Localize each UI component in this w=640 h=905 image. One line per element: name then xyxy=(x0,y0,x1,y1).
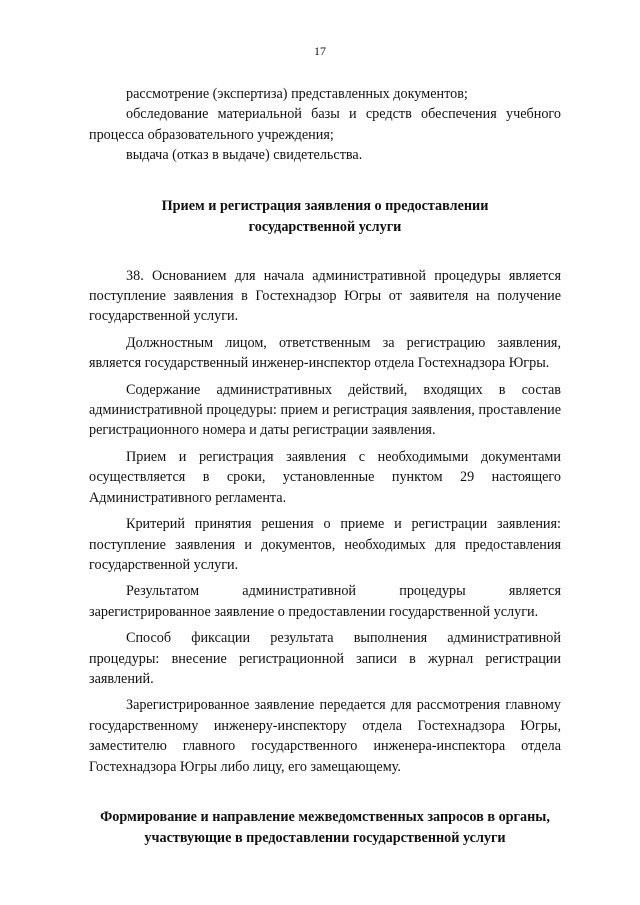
list-item: обследование материальной базы и средств обеспечения учебного процесса образовательного учреждения; xyxy=(89,106,561,143)
section-heading-interagency-requests xyxy=(79,807,571,849)
paragraph: Содержание административных действий, входящих в состав административной процедуры: прием и регистрация заявления, проставление регистрационного номера и даты регистрации заявления. xyxy=(89,381,561,439)
paragraph: Результатом административной процедуры является зарегистрированное заявление о предоставлении государственной услуги. xyxy=(89,583,561,620)
section-heading-registration xyxy=(89,196,561,238)
heading-line: государственной услуги xyxy=(248,218,402,235)
list-item: рассмотрение (экспертиза) представленных документов; xyxy=(126,86,468,102)
page-content xyxy=(89,84,561,849)
page-number: 17 xyxy=(314,44,326,58)
heading-line: участвующие в предоставлении государственной услуги xyxy=(144,829,506,846)
paragraph: Зарегистрированное заявление передается для рассмотрения главному государственному инженеру-инспектору отдела Гостехнадзора Югры, заместителю главного государственного инженера-инспектора отдела Гостехнадзора Югры либо лицу, его замещающему. xyxy=(89,697,561,775)
paragraph: Способ фиксации результата выполнения административной процедуры: внесение регистрационной записи в журнал регистрации заявлений. xyxy=(89,630,561,687)
heading-line: Формирование и направление межведомственных запросов в органы, xyxy=(100,808,550,825)
paragraph: Критерий принятия решения о приеме и регистрации заявления: поступление заявления и документов, необходимых для предоставления государственной услуги. xyxy=(89,516,561,573)
paragraph: 38. Основанием для начала административной процедуры является поступление заявления в Гостехнадзор Югры от заявителя на получение государственной услуги. xyxy=(89,267,561,325)
procedure-list xyxy=(89,84,561,166)
paragraph: Прием и регистрация заявления с необходимыми документами осуществляется в сроки, установленные пунктом 29 настоящего Административного регламента. xyxy=(89,448,561,506)
heading-line: Прием и регистрация заявления о предоставлении xyxy=(161,197,489,214)
list-item: выдача (отказ в выдаче) свидетельства. xyxy=(126,147,363,164)
paragraph: Должностным лицом, ответственным за регистрацию заявления, является государственный инженер-инспектор отдела Гостехнадзора Югры. xyxy=(89,334,561,372)
